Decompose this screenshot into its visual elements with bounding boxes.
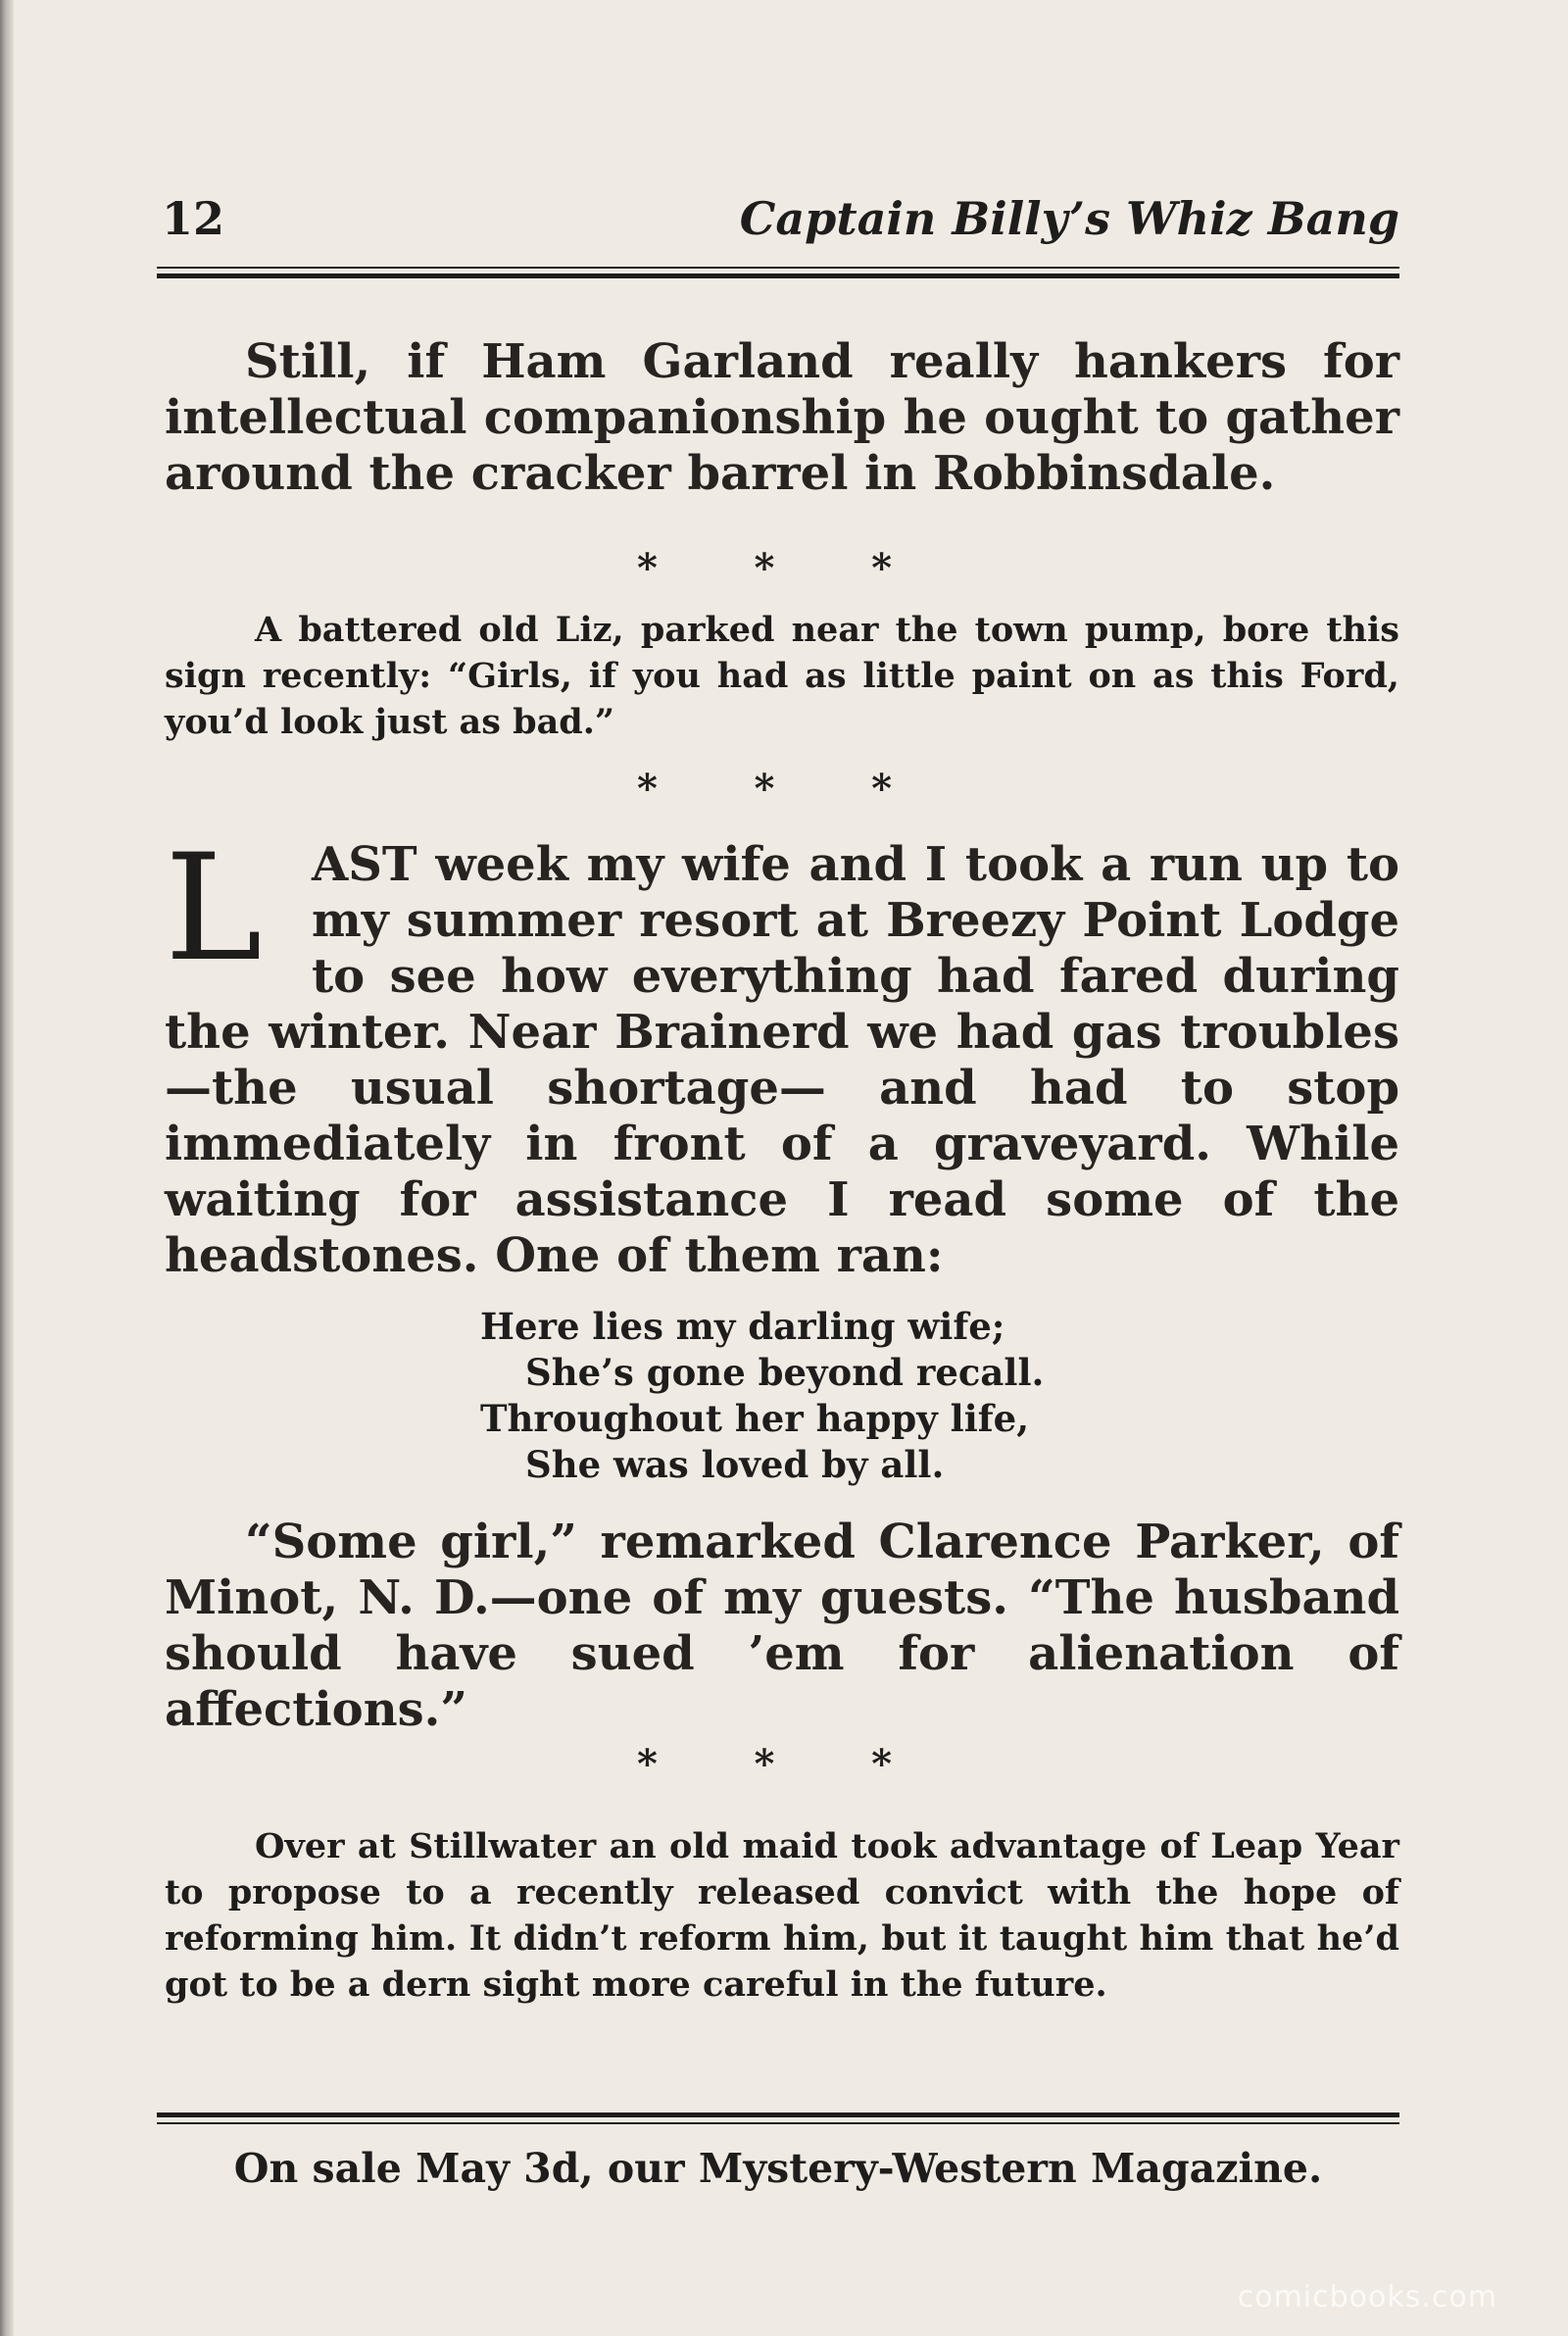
poem-line: She was loved by all. — [525, 1443, 945, 1486]
drop-cap: L — [165, 823, 263, 994]
separator-star: * — [754, 545, 775, 591]
header-rule-thin — [157, 267, 1399, 269]
separator-stars — [637, 545, 892, 591]
drop-cap-spacer — [165, 823, 312, 1004]
separator-star: * — [754, 1741, 775, 1787]
separator-star: * — [871, 766, 892, 812]
paragraph-stillwater: Over at Stillwater an old maid took advantage of Leap Year to propose to a recently released convict with the hope of reforming him. It didn’t reform him, but it taught him that he’d got to be a dern sight more careful in the future. — [165, 1826, 1399, 2005]
watermark: comicbooks.com — [1237, 2280, 1497, 2314]
epitaph-poem — [480, 1304, 1166, 1488]
page-number: 12 — [162, 192, 225, 245]
separator-stars — [637, 1741, 892, 1787]
paragraph-ham-garland: Still, if Ham Garland really hankers for intellectual companionship he ought to gather around the cracker barrel in Robbinsdale. — [165, 334, 1399, 501]
paragraph-breezy-point-text: AST week my wife and I took a run up to my summer resort at Breezy Point Lodge to see how everything had fared during the winter. Near Brainerd we had gas troubles —the usual shortage— and had to stop immediately in front of a graveyard. While waiting for assistance I read some of the headstones. One of them ran: — [165, 837, 1399, 1283]
separator-star: * — [871, 1741, 892, 1787]
paragraph-battered-liz: A battered old Liz, parked near the town pump, bore this sign recently: “Girls, if you had as little paint on as this Ford, you’d look just as bad.” — [165, 610, 1399, 742]
footer-advertisement: On sale May 3d, our Mystery-Western Magazine. — [233, 2145, 1323, 2192]
footer-rule-thin — [157, 2122, 1399, 2124]
separator-star: * — [637, 766, 658, 812]
separator-star: * — [637, 1741, 658, 1787]
running-title: Captain Billy’s Whiz Bang — [739, 192, 1399, 245]
header-rule-thick — [157, 273, 1399, 278]
poem-line: She’s gone beyond recall. — [525, 1351, 1045, 1394]
paragraph-breezy-point — [165, 823, 1399, 1284]
separator-star: * — [637, 545, 658, 591]
footer-rule-thick — [157, 2112, 1399, 2117]
poem-line: Throughout her happy life, — [480, 1397, 1030, 1440]
separator-stars — [637, 766, 892, 812]
poem-line: Here lies my darling wife; — [480, 1305, 1005, 1348]
paragraph-clarence-parker: “Some girl,” remarked Clarence Parker, of Minot, N. D.—one of my guests. “The husband should have sued ’em for alienation of affections.” — [165, 1515, 1399, 1737]
separator-star: * — [871, 545, 892, 591]
separator-star: * — [754, 766, 775, 812]
